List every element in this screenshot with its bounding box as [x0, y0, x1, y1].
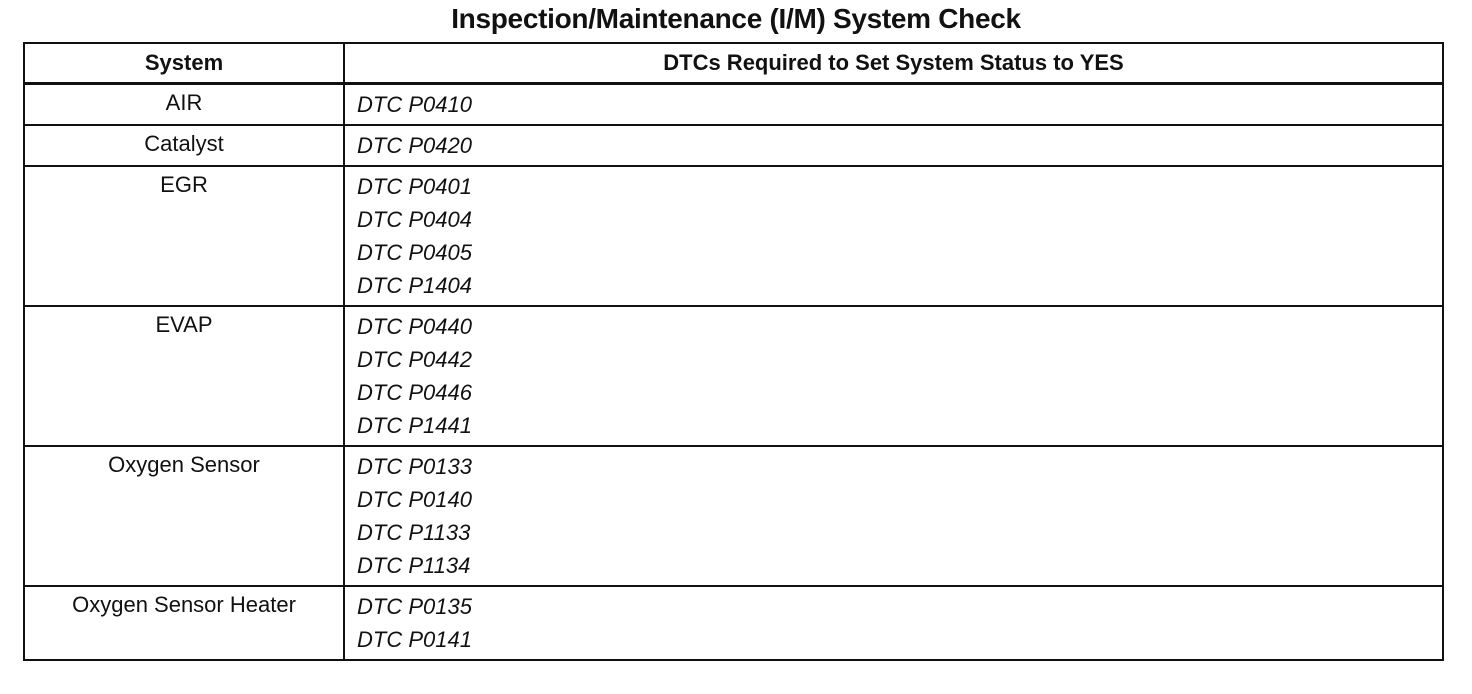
- dtc-cell: [344, 125, 1443, 166]
- system-cell: EVAP: [24, 306, 344, 446]
- im-system-check-table: [23, 42, 1444, 661]
- table-row: [24, 166, 1443, 306]
- dtc-code: DTC P0135: [357, 594, 472, 619]
- header-system: System: [24, 43, 344, 84]
- dtc-code: DTC P0141: [357, 627, 472, 652]
- dtc-cell: [344, 586, 1443, 660]
- dtc-code: DTC P0401: [357, 174, 472, 199]
- dtc-code: DTC P1134: [357, 553, 471, 578]
- dtc-code: DTC P1133: [357, 520, 471, 545]
- table-header-row: [24, 43, 1443, 84]
- table-row: [24, 306, 1443, 446]
- page-title: Inspection/Maintenance (I/M) System Check: [451, 3, 1021, 34]
- table-body: [24, 84, 1443, 661]
- dtc-code: DTC P0405: [357, 240, 472, 265]
- dtc-code: DTC P0404: [357, 207, 472, 232]
- system-cell: AIR: [24, 84, 344, 126]
- table-row: [24, 586, 1443, 660]
- dtc-code: DTC P0133: [357, 454, 472, 479]
- dtc-code: DTC P0446: [357, 380, 472, 405]
- system-cell: Oxygen Sensor Heater: [24, 586, 344, 660]
- dtc-code: DTC P0140: [357, 487, 472, 512]
- system-cell: Oxygen Sensor: [24, 446, 344, 586]
- table-header: [24, 43, 1443, 84]
- table-row: [24, 125, 1443, 166]
- dtc-cell: [344, 84, 1443, 126]
- dtc-code: DTC P0410: [357, 92, 472, 117]
- dtc-cell: [344, 166, 1443, 306]
- system-cell: EGR: [24, 166, 344, 306]
- dtc-cell: [344, 446, 1443, 586]
- dtc-cell: [344, 306, 1443, 446]
- system-cell: Catalyst: [24, 125, 344, 166]
- dtc-code: DTC P1404: [357, 273, 472, 298]
- dtc-code: DTC P0420: [357, 133, 472, 158]
- table-row: [24, 84, 1443, 126]
- dtc-code: DTC P0440: [357, 314, 472, 339]
- dtc-code: DTC P1441: [357, 413, 472, 438]
- table-row: [24, 446, 1443, 586]
- dtc-code: DTC P0442: [357, 347, 472, 372]
- header-dtcs: DTCs Required to Set System Status to YES: [344, 43, 1443, 84]
